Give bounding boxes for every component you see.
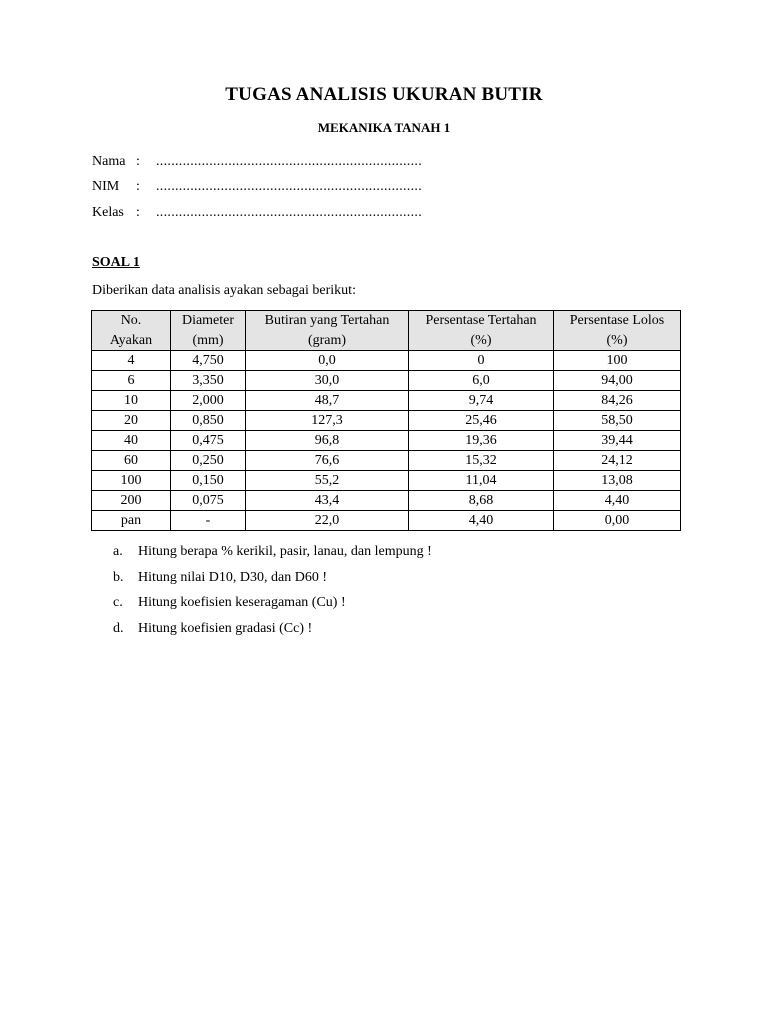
table-header-row xyxy=(92,311,681,351)
table-cell: 11,04 xyxy=(409,471,554,491)
field-colon: : xyxy=(136,154,140,169)
table-cell: 60 xyxy=(92,451,171,471)
field-label: Kelas xyxy=(92,205,124,220)
table-cell: 100 xyxy=(554,351,681,371)
table-row xyxy=(92,431,681,451)
table-cell: 58,50 xyxy=(554,411,681,431)
table-cell: 24,12 xyxy=(554,451,681,471)
question-text: Hitung nilai D10, D30, dan D60 ! xyxy=(138,569,327,585)
table-cell: 8,68 xyxy=(409,491,554,511)
table-cell: 76,6 xyxy=(246,451,409,471)
table-row xyxy=(92,391,681,411)
section-heading: SOAL 1 xyxy=(92,255,140,270)
table-row xyxy=(92,351,681,371)
header-persentase-tertahan: Persentase Tertahan (%) xyxy=(409,311,554,351)
table-cell: 127,3 xyxy=(246,411,409,431)
table-cell: 0,850 xyxy=(171,411,246,431)
table-cell: 0,00 xyxy=(554,511,681,531)
table-row xyxy=(92,451,681,471)
sieve-analysis-table xyxy=(91,310,681,531)
field-label: NIM xyxy=(92,179,120,194)
table-cell: 0 xyxy=(409,351,554,371)
table-cell: - xyxy=(171,511,246,531)
field-colon: : xyxy=(136,205,140,220)
table-cell: 4,40 xyxy=(554,491,681,511)
table-cell: 30,0 xyxy=(246,371,409,391)
field-colon: : xyxy=(136,179,140,194)
question-text: Hitung berapa % kerikil, pasir, lanau, dan lempung ! xyxy=(138,544,432,559)
list-marker: b. xyxy=(113,569,124,585)
table-cell: 48,7 xyxy=(246,391,409,411)
table-cell: 4 xyxy=(92,351,171,371)
table-cell: 100 xyxy=(92,471,171,491)
table-cell: 6,0 xyxy=(409,371,554,391)
table-cell: 25,46 xyxy=(409,411,554,431)
table-cell: 13,08 xyxy=(554,471,681,491)
field-value: ...................................................................... xyxy=(156,179,422,194)
table-cell: 10 xyxy=(92,391,171,411)
table-cell: 9,74 xyxy=(409,391,554,411)
table-cell: 55,2 xyxy=(246,471,409,491)
question-text: Hitung koefisien gradasi (Cc) ! xyxy=(138,620,313,636)
table-cell: 39,44 xyxy=(554,431,681,451)
list-marker: a. xyxy=(113,544,123,559)
table-cell: 0,075 xyxy=(171,491,246,511)
intro-text: Diberikan data analisis ayakan sebagai berikut: xyxy=(92,283,356,298)
table-cell: 43,4 xyxy=(246,491,409,511)
header-no-ayakan: No. Ayakan xyxy=(92,311,171,351)
table-cell: 6 xyxy=(92,371,171,391)
table-cell: pan xyxy=(92,511,171,531)
header-butiran-tertahan: Butiran yang Tertahan (gram) xyxy=(246,311,409,351)
table-row xyxy=(92,411,681,431)
table-cell: 94,00 xyxy=(554,371,681,391)
document-subtitle: MEKANIKA TANAH 1 xyxy=(317,120,451,135)
table-cell: 19,36 xyxy=(409,431,554,451)
table-cell: 22,0 xyxy=(246,511,409,531)
table-row xyxy=(92,471,681,491)
table-cell: 3,350 xyxy=(171,371,246,391)
table-row xyxy=(92,371,681,391)
table-cell: 15,32 xyxy=(409,451,554,471)
table-cell: 0,250 xyxy=(171,451,246,471)
header-persentase-lolos: Persentase Lolos (%) xyxy=(554,311,681,351)
table-cell: 0,150 xyxy=(171,471,246,491)
list-marker: d. xyxy=(113,620,124,636)
header-diameter: Diameter (mm) xyxy=(171,311,246,351)
table-cell: 20 xyxy=(92,411,171,431)
table-cell: 0,475 xyxy=(171,431,246,451)
table-cell: 4,40 xyxy=(409,511,554,531)
table-row xyxy=(92,511,681,531)
field-value: ...................................................................... xyxy=(156,205,422,220)
document-title: TUGAS ANALISIS UKURAN BUTIR xyxy=(225,84,543,105)
table-row xyxy=(92,491,681,511)
list-marker: c. xyxy=(113,595,123,610)
question-text: Hitung koefisien keseragaman (Cu) ! xyxy=(138,595,346,610)
table-cell: 96,8 xyxy=(246,431,409,451)
field-label: Nama xyxy=(92,154,126,169)
table-cell: 200 xyxy=(92,491,171,511)
table-cell: 2,000 xyxy=(171,391,246,411)
table-cell: 0,0 xyxy=(246,351,409,371)
field-value: ...................................................................... xyxy=(156,154,422,169)
table-cell: 4,750 xyxy=(171,351,246,371)
table-cell: 84,26 xyxy=(554,391,681,411)
table-cell: 40 xyxy=(92,431,171,451)
